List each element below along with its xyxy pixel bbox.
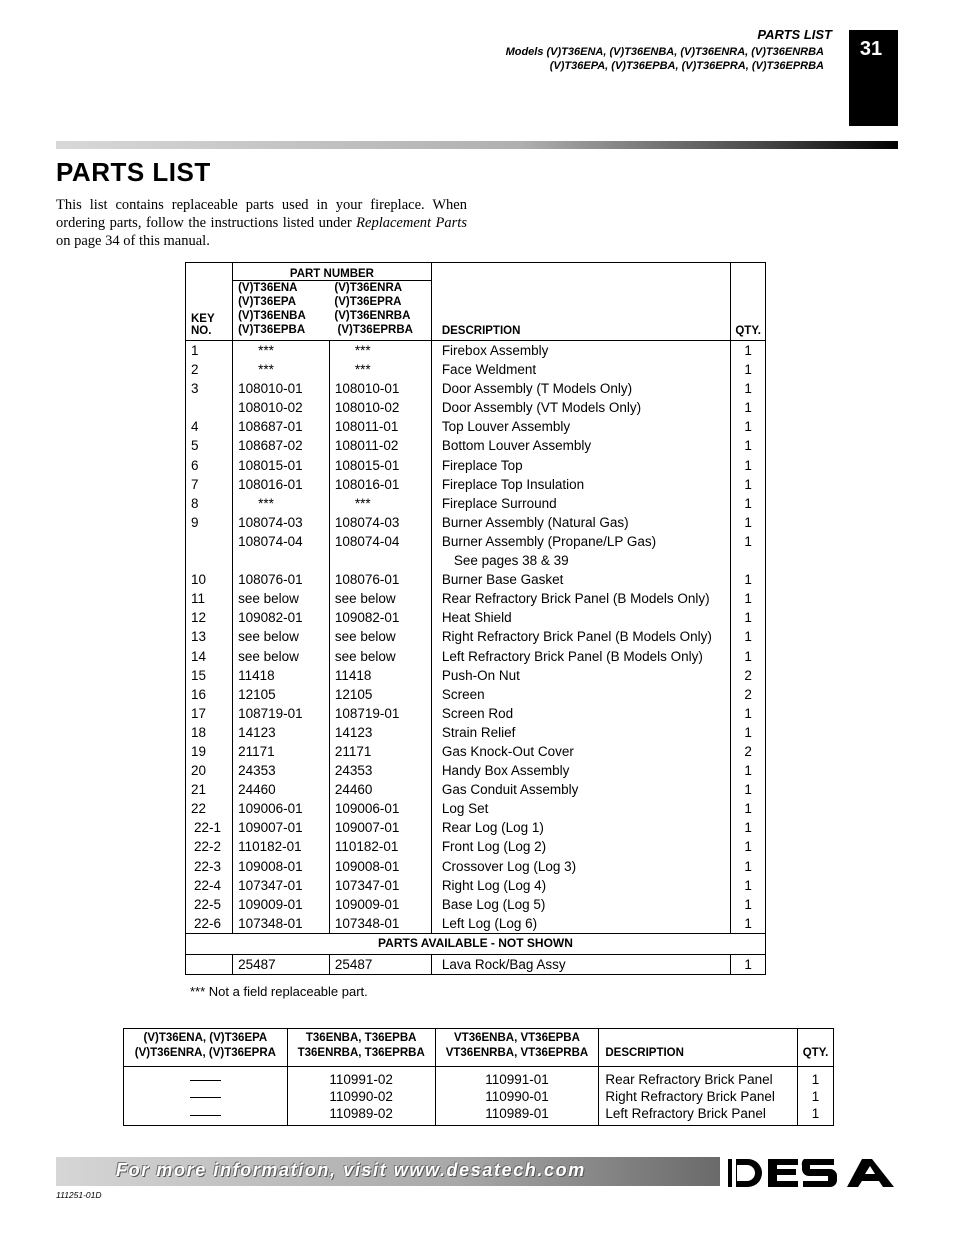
qty-cell: 1	[798, 1105, 834, 1126]
key-cell: 13	[191, 629, 207, 645]
table-row	[124, 1105, 834, 1126]
description-cell: Door Assembly (T Models Only)	[431, 379, 730, 398]
part-number-vt-cell: 110991-01	[435, 1067, 599, 1089]
table-row	[186, 954, 766, 974]
description-cell: Fireplace Top	[431, 456, 730, 475]
qty-cell: 1	[731, 456, 766, 475]
header-line: (V)T36ENA, (V)T36EPA	[143, 1032, 268, 1044]
key-no-header	[186, 263, 233, 341]
replacement-parts-reference: Replacement Parts	[356, 215, 467, 231]
key-cell: 17	[191, 705, 207, 721]
part-number-a-cell: 109008-01	[233, 857, 330, 876]
model-list	[506, 45, 824, 73]
part-number-a-cell: 107348-01	[233, 914, 330, 934]
page-heading: PARTS LIST	[56, 157, 211, 187]
table-row	[186, 551, 766, 570]
model-a-label: (V)T36ENBA	[238, 310, 306, 322]
header-rule	[56, 141, 898, 149]
key-cell: 20	[191, 763, 207, 779]
table-row	[186, 780, 766, 799]
qty-cell: 1	[731, 914, 766, 934]
part-number-b-cell: 24460	[329, 780, 431, 799]
part-number-a-cell: 108016-01	[233, 475, 330, 494]
key-cell: 12	[191, 610, 207, 626]
key-cell: 8	[191, 495, 199, 511]
key-cell: 22-3	[194, 858, 222, 874]
part-number-b-cell: 108719-01	[329, 704, 431, 723]
key-cell: 22-6	[194, 915, 222, 931]
qty-cell: 1	[731, 799, 766, 818]
model-b-label: (V)T36ENRBA	[334, 310, 411, 322]
table-row	[186, 608, 766, 627]
not-applicable-cell	[124, 1105, 288, 1126]
description-cell: Door Assembly (VT Models Only)	[431, 398, 730, 417]
part-number-a-cell: 108076-01	[233, 570, 330, 589]
key-header-line: NO.	[191, 325, 212, 337]
description-header: DESCRIPTION	[431, 263, 730, 341]
qty-cell: 1	[731, 895, 766, 914]
description-cell: Face Weldment	[431, 360, 730, 379]
key-cell	[186, 954, 233, 974]
qty-cell: 1	[731, 818, 766, 837]
header-line: QTY.	[802, 1047, 829, 1059]
description-cell: See pages 38 & 39	[431, 551, 730, 570]
model-a-label: (V)T36EPBA	[238, 324, 306, 336]
qty-cell: 2	[731, 742, 766, 761]
part-number-b-cell: 109009-01	[329, 895, 431, 914]
part-number-vt-cell: 110989-01	[435, 1105, 599, 1126]
part-number-b-cell: 108015-01	[329, 456, 431, 475]
description-cell: Strain Relief	[431, 723, 730, 742]
part-number-b-cell: 109007-01	[329, 818, 431, 837]
qty-cell: 1	[731, 647, 766, 666]
key-cell: 9	[191, 514, 199, 530]
table-row	[186, 570, 766, 589]
dash-mark	[190, 1115, 221, 1116]
part-number-a-cell: see below	[233, 627, 330, 646]
description-cell: Log Set	[431, 799, 730, 818]
qty-cell: 1	[731, 341, 766, 361]
part-number-a-cell: see below	[233, 647, 330, 666]
not-shown-header: PARTS AVAILABLE - NOT SHOWN	[186, 933, 766, 954]
desa-logo-icon	[724, 1157, 899, 1189]
table-row	[186, 627, 766, 646]
header-line: VT36ENBA, VT36EPBA	[454, 1032, 580, 1044]
part-number-a-cell: 108687-01	[233, 417, 330, 436]
part-number-a-cell: 108010-01	[233, 379, 330, 398]
table-row	[186, 876, 766, 895]
part-number-a-cell	[233, 551, 330, 570]
table-row	[186, 360, 766, 379]
page-number: 31	[859, 38, 883, 60]
description-cell: Screen Rod	[431, 704, 730, 723]
part-number-b-cell: 108076-01	[329, 570, 431, 589]
table-row	[186, 589, 766, 608]
model-b-label: (V)T36EPRA	[334, 296, 402, 308]
description-cell: Crossover Log (Log 3)	[431, 857, 730, 876]
part-number-b-cell: 108074-04	[329, 532, 431, 551]
key-cell: 22-5	[194, 896, 222, 912]
table-row	[124, 1088, 834, 1105]
description-cell: Gas Knock-Out Cover	[431, 742, 730, 761]
qty-cell: 1	[731, 532, 766, 551]
description-cell: Right Log (Log 4)	[431, 876, 730, 895]
qty-cell: 1	[731, 837, 766, 856]
footer-banner	[56, 1157, 720, 1186]
key-cell: 22-1	[194, 820, 222, 836]
table-row	[186, 494, 766, 513]
qty-cell: 1	[731, 494, 766, 513]
table-row	[186, 513, 766, 532]
models-b-header	[329, 281, 431, 341]
qty-cell: 1	[731, 360, 766, 379]
qty-cell: 1	[731, 761, 766, 780]
part-number-b-cell: 109082-01	[329, 608, 431, 627]
qty-cell: 1	[731, 608, 766, 627]
key-cell: 2	[191, 362, 199, 378]
part-number-b-cell: 14123	[329, 723, 431, 742]
key-cell	[186, 551, 233, 570]
part-number-a-cell: 12105	[233, 685, 330, 704]
description-cell: Fireplace Top Insulation	[431, 475, 730, 494]
description-cell: Right Refractory Brick Panel	[599, 1088, 798, 1105]
part-number-b-cell: 21171	[329, 742, 431, 761]
description-cell: Firebox Assembly	[431, 341, 730, 361]
description-cell: Rear Refractory Brick Panel (B Models Only)	[431, 589, 730, 608]
part-number-vt-cell: 110990-01	[435, 1088, 599, 1105]
description-cell: Burner Assembly (Propane/LP Gas)	[431, 532, 730, 551]
key-cell: 6	[191, 457, 199, 473]
table-row	[186, 742, 766, 761]
qty-cell: 1	[731, 876, 766, 895]
part-number-a-cell: 109082-01	[233, 608, 330, 627]
table-row	[186, 475, 766, 494]
description-cell: Burner Assembly (Natural Gas)	[431, 513, 730, 532]
qty-cell: 1	[731, 704, 766, 723]
key-cell: 14	[191, 648, 207, 664]
qty-cell: 1	[731, 475, 766, 494]
part-number-b-cell: 108011-02	[329, 436, 431, 455]
key-cell: 22-2	[194, 839, 222, 855]
table-row	[186, 837, 766, 856]
intro-text-1: This list contains replaceable parts used in your fireplace. When ordering parts, follow the instructions listed under	[56, 197, 467, 231]
qty-cell: 1	[798, 1088, 834, 1105]
part-number-b-cell: see below	[329, 589, 431, 608]
part-number-b-cell: 110182-01	[329, 837, 431, 856]
table-row	[186, 799, 766, 818]
key-cell: 4	[191, 419, 199, 435]
table-row	[186, 379, 766, 398]
part-number-b-cell: 11418	[329, 666, 431, 685]
table-row	[124, 1067, 834, 1089]
document-number: 111251-01D	[56, 1190, 102, 1200]
qty-cell: 1	[731, 627, 766, 646]
table-row	[186, 666, 766, 685]
description-cell: Fireplace Surround	[431, 494, 730, 513]
footer-banner-text: For more information, visit www.desatech.com	[116, 1160, 586, 1180]
part-number-a-cell: ***	[233, 494, 330, 513]
part-number-b-cell: 12105	[329, 685, 431, 704]
description-cell: Handy Box Assembly	[431, 761, 730, 780]
table-row	[186, 685, 766, 704]
qty-cell: 1	[731, 723, 766, 742]
qty-cell: 1	[731, 379, 766, 398]
part-number-a-cell: 24460	[233, 780, 330, 799]
description-cell: Left Refractory Brick Panel	[599, 1105, 798, 1126]
part-number-b-cell: 107348-01	[329, 914, 431, 934]
qty-cell: 1	[731, 857, 766, 876]
qty-cell: 1	[731, 589, 766, 608]
brick-col-header	[798, 1029, 834, 1067]
header-line: (V)T36ENRA, (V)T36EPRA	[134, 1047, 276, 1059]
part-number-header: PART NUMBER	[233, 263, 432, 281]
qty-cell: 1	[731, 436, 766, 455]
brick-col-header	[124, 1029, 288, 1067]
not-applicable-cell	[124, 1088, 288, 1105]
model-b-label: (V)T36ENRA	[334, 282, 403, 294]
table-row	[186, 818, 766, 837]
key-cell: 1	[191, 343, 199, 358]
part-number-a-cell: ***	[233, 341, 330, 361]
header-line: DESCRIPTION	[605, 1047, 684, 1059]
qty-cell	[731, 551, 766, 570]
part-number-a-cell: see below	[233, 589, 330, 608]
qty-cell: 1	[731, 513, 766, 532]
brick-col-header	[287, 1029, 435, 1067]
part-number-b-cell: see below	[329, 627, 431, 646]
description-cell: Bottom Louver Assembly	[431, 436, 730, 455]
table-row	[186, 895, 766, 914]
section-title: PARTS LIST	[757, 27, 832, 42]
key-cell: 3	[191, 381, 199, 397]
table-row	[186, 436, 766, 455]
brick-col-header	[599, 1029, 798, 1067]
part-number-a-cell: 108687-02	[233, 436, 330, 455]
part-number-b-cell: 109008-01	[329, 857, 431, 876]
part-number-b-cell: 107347-01	[329, 876, 431, 895]
table-row	[186, 532, 766, 551]
qty-cell: 1	[731, 417, 766, 436]
part-number-b-cell: 109006-01	[329, 799, 431, 818]
description-cell: Screen	[431, 685, 730, 704]
table-row	[186, 647, 766, 666]
qty-cell: 1	[798, 1067, 834, 1089]
key-cell: 22-4	[194, 877, 222, 893]
footnote: *** Not a field replaceable part.	[190, 984, 368, 999]
description-cell: Top Louver Assembly	[431, 417, 730, 436]
part-number-t-cell: 110991-02	[287, 1067, 435, 1089]
description-cell: Front Log (Log 2)	[431, 837, 730, 856]
table-row	[186, 723, 766, 742]
qty-cell: 1	[731, 570, 766, 589]
table-row	[186, 456, 766, 475]
key-cell: 11	[191, 591, 206, 607]
table-row	[186, 914, 766, 934]
part-number-a-cell: 109007-01	[233, 818, 330, 837]
key-cell	[186, 532, 233, 551]
qty-cell: 1	[731, 398, 766, 417]
description-cell: Heat Shield	[431, 608, 730, 627]
page-number-tab	[849, 30, 898, 126]
key-header-line: KEY	[191, 313, 215, 325]
part-number-a-cell: 108074-03	[233, 513, 330, 532]
part-number-a-cell: 25487	[233, 954, 330, 974]
part-number-b-cell: 108074-03	[329, 513, 431, 532]
description-cell: Right Refractory Brick Panel (B Models Only)	[431, 627, 730, 646]
part-number-b-cell: 108016-01	[329, 475, 431, 494]
table-row	[186, 857, 766, 876]
models-a-header	[233, 281, 330, 341]
key-cell: 5	[191, 438, 199, 454]
qty-header: QTY.	[731, 263, 766, 341]
part-number-a-cell: 109006-01	[233, 799, 330, 818]
description-cell: Left Log (Log 6)	[431, 914, 730, 934]
brick-panel-table	[123, 1028, 834, 1126]
part-number-b-cell: 108010-01	[329, 379, 431, 398]
description-cell: Push-On Nut	[431, 666, 730, 685]
part-number-b-cell	[329, 551, 431, 570]
desa-logo	[724, 1157, 899, 1189]
key-cell: 15	[191, 667, 207, 683]
key-cell: 22	[191, 801, 207, 817]
part-number-a-cell: 110182-01	[233, 837, 330, 856]
dash-mark	[190, 1080, 221, 1081]
part-number-a-cell: ***	[233, 360, 330, 379]
qty-cell: 2	[731, 666, 766, 685]
qty-cell: 1	[731, 780, 766, 799]
part-number-a-cell: 14123	[233, 723, 330, 742]
part-number-b-cell: 25487	[329, 954, 431, 974]
intro-text-2: on page 34 of this manual.	[56, 233, 210, 249]
model-line-2: (V)T36EPA, (V)T36EPBA, (V)T36EPRA, (V)T36EPRBA	[549, 60, 824, 72]
table-row	[186, 341, 766, 361]
model-b-label: (V)T36EPRBA	[334, 324, 413, 336]
part-number-t-cell: 110990-02	[287, 1088, 435, 1105]
table-row	[186, 704, 766, 723]
part-number-a-cell: 108719-01	[233, 704, 330, 723]
description-cell: Lava Rock/Bag Assy	[431, 954, 730, 974]
key-cell	[186, 398, 233, 417]
header-line: T36ENRBA, T36EPRBA	[297, 1047, 425, 1059]
model-a-label: (V)T36ENA	[238, 282, 298, 294]
part-number-a-cell: 21171	[233, 742, 330, 761]
parts-table	[185, 262, 766, 975]
part-number-a-cell: 107347-01	[233, 876, 330, 895]
description-cell: Gas Conduit Assembly	[431, 780, 730, 799]
description-cell: Base Log (Log 5)	[431, 895, 730, 914]
table-row	[186, 417, 766, 436]
description-cell: Rear Refractory Brick Panel	[599, 1067, 798, 1089]
part-number-b-cell: ***	[329, 494, 431, 513]
model-line-1: Models (V)T36ENA, (V)T36ENBA, (V)T36ENRA, (V)T36ENRBA	[505, 46, 824, 58]
table-row	[186, 761, 766, 780]
part-number-b-cell: 108011-01	[329, 417, 431, 436]
part-number-a-cell: 108010-02	[233, 398, 330, 417]
part-number-b-cell: see below	[329, 647, 431, 666]
part-number-a-cell: 109009-01	[233, 895, 330, 914]
intro-paragraph	[56, 196, 467, 250]
qty-cell: 1	[731, 954, 766, 974]
part-number-b-cell: 24353	[329, 761, 431, 780]
part-number-a-cell: 24353	[233, 761, 330, 780]
part-number-b-cell: ***	[329, 360, 431, 379]
description-cell: Rear Log (Log 1)	[431, 818, 730, 837]
description-cell: Burner Base Gasket	[431, 570, 730, 589]
dash-mark	[190, 1097, 221, 1098]
part-number-b-cell: ***	[329, 341, 431, 361]
part-number-b-cell: 108010-02	[329, 398, 431, 417]
model-a-label: (V)T36EPA	[238, 296, 297, 308]
key-cell: 10	[191, 572, 207, 588]
brick-col-header	[435, 1029, 599, 1067]
part-number-a-cell: 108015-01	[233, 456, 330, 475]
key-cell: 18	[191, 724, 207, 740]
key-cell: 16	[191, 686, 207, 702]
header-line: T36ENBA, T36EPBA	[305, 1032, 417, 1044]
part-number-a-cell: 11418	[233, 666, 330, 685]
description-cell: Left Refractory Brick Panel (B Models Only)	[431, 647, 730, 666]
part-number-t-cell: 110989-02	[287, 1105, 435, 1126]
key-cell: 7	[191, 476, 199, 492]
key-cell: 19	[191, 743, 207, 759]
header-line: VT36ENRBA, VT36EPRBA	[445, 1047, 589, 1059]
key-cell: 21	[191, 782, 207, 798]
part-number-a-cell: 108074-04	[233, 532, 330, 551]
table-row	[186, 398, 766, 417]
not-applicable-cell	[124, 1067, 288, 1089]
qty-cell: 2	[731, 685, 766, 704]
